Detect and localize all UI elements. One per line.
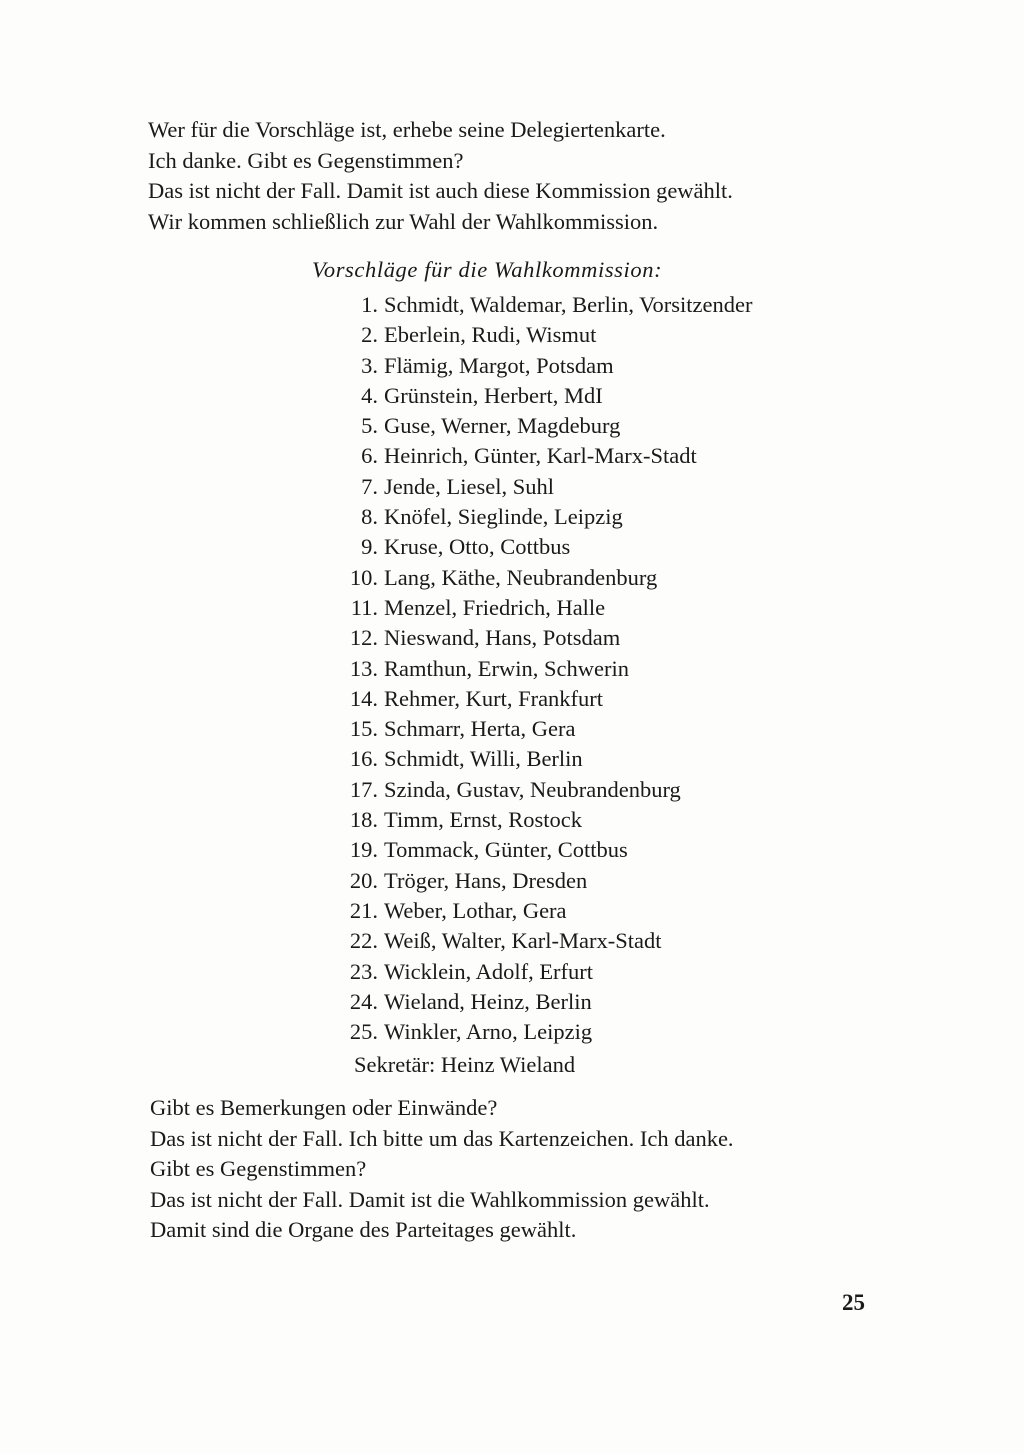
list-item-number: 1. bbox=[361, 292, 378, 317]
text-line: Ich danke. Gibt es Gegenstimmen? bbox=[148, 147, 464, 173]
list-item-number: 4. bbox=[361, 382, 378, 408]
list-item-number: 20. bbox=[349, 867, 378, 893]
text-line: Wer für die Vorschläge ist, erhebe seine Delegiertenkarte. bbox=[148, 117, 666, 142]
list-heading: Vorschläge für die Wahlkommission: bbox=[312, 257, 663, 282]
list-item bbox=[318, 351, 752, 381]
text-line: Gibt es Gegenstimmen? bbox=[150, 1156, 367, 1182]
list-item-text: Eberlein, Rudi, Wismut bbox=[384, 322, 597, 348]
list-item-number: 22. bbox=[349, 928, 378, 954]
list-item-number: 10. bbox=[349, 564, 378, 590]
list-item-text: Heinrich, Günter, Karl-Marx-Stadt bbox=[384, 443, 697, 469]
list-item-number: 14. bbox=[349, 685, 378, 711]
list-item bbox=[318, 957, 752, 987]
list-item-text: Ramthun, Erwin, Schwerin bbox=[384, 655, 629, 681]
list-item-text: Knöfel, Sieglinde, Leipzig bbox=[384, 504, 623, 530]
list-item bbox=[318, 381, 752, 411]
list-item-number: 25. bbox=[349, 1019, 378, 1045]
list-item-text: Jende, Liesel, Suhl bbox=[384, 473, 554, 499]
list-item bbox=[318, 835, 752, 865]
list-item bbox=[318, 896, 752, 926]
list-item-number: 6. bbox=[361, 443, 378, 469]
secretary-line: Sekretär: Heinz Wieland bbox=[354, 1052, 576, 1077]
list-item-number: 7. bbox=[361, 473, 378, 499]
list-item bbox=[318, 866, 752, 896]
list-item bbox=[318, 775, 752, 805]
list-item bbox=[318, 987, 752, 1017]
list-item-text: Wicklein, Adolf, Erfurt bbox=[384, 958, 594, 984]
list-item-number: 24. bbox=[349, 988, 378, 1014]
list-item-text: Rehmer, Kurt, Frankfurt bbox=[384, 685, 604, 711]
list-item-number: 8. bbox=[361, 504, 378, 530]
list-item bbox=[318, 623, 752, 653]
page-number: 25 bbox=[842, 1290, 865, 1315]
list-item-text: Kruse, Otto, Cottbus bbox=[384, 534, 571, 560]
text-line: Das ist nicht der Fall. Damit ist die Wahlkommission gewählt. bbox=[150, 1186, 710, 1212]
list-item bbox=[318, 532, 752, 562]
list-item-text: Szinda, Gustav, Neubrandenburg bbox=[384, 776, 681, 802]
text-line: Wir kommen schließlich zur Wahl der Wahlkommission. bbox=[148, 208, 659, 234]
list-item-text: Nieswand, Hans, Potsdam bbox=[384, 625, 621, 651]
list-item bbox=[318, 805, 752, 835]
list-item-number: 3. bbox=[361, 352, 378, 378]
list-item bbox=[318, 563, 752, 593]
list-item bbox=[318, 290, 752, 320]
list-item-number: 13. bbox=[349, 655, 378, 681]
list-item-text: Schmidt, Waldemar, Berlin, Vorsitzender bbox=[384, 292, 753, 317]
list-item bbox=[318, 744, 752, 774]
list-item bbox=[318, 684, 752, 714]
list-item bbox=[318, 320, 752, 350]
list-item bbox=[318, 714, 752, 744]
list-item bbox=[318, 472, 752, 502]
list-item bbox=[318, 502, 752, 532]
list-item-number: 16. bbox=[349, 746, 378, 772]
list-item-text: Schmidt, Willi, Berlin bbox=[384, 746, 583, 772]
list-item bbox=[318, 441, 752, 471]
text-line: Gibt es Bemerkungen oder Einwände? bbox=[150, 1095, 498, 1120]
closing-paragraph bbox=[150, 1093, 890, 1246]
text-line: Das ist nicht der Fall. Ich bitte um das Kartenzeichen. Ich danke. bbox=[150, 1125, 734, 1151]
list-item-text: Tommack, Günter, Cottbus bbox=[384, 837, 628, 863]
list-item-number: 21. bbox=[349, 897, 378, 923]
member-list bbox=[318, 290, 752, 1047]
list-item-number: 19. bbox=[349, 837, 378, 863]
text-line: Damit sind die Organe des Parteitages gewählt. bbox=[150, 1217, 577, 1243]
list-item bbox=[318, 926, 752, 956]
list-item-number: 9. bbox=[361, 534, 378, 560]
list-item-text: Winkler, Arno, Leipzig bbox=[384, 1019, 593, 1045]
list-item-number: 5. bbox=[361, 413, 378, 439]
list-item-number: 15. bbox=[349, 716, 378, 742]
list-item-text: Guse, Werner, Magdeburg bbox=[384, 413, 621, 439]
list-item-number: 2. bbox=[361, 322, 378, 348]
list-item-text: Weiß, Walter, Karl-Marx-Stadt bbox=[384, 928, 662, 954]
list-item-text: Lang, Käthe, Neubrandenburg bbox=[384, 564, 658, 590]
intro-paragraph bbox=[148, 115, 888, 237]
list-item bbox=[318, 411, 752, 441]
text-line: Das ist nicht der Fall. Damit ist auch diese Kommission gewählt. bbox=[148, 178, 733, 204]
list-item-text: Grünstein, Herbert, MdI bbox=[384, 382, 603, 408]
list-item-number: 23. bbox=[349, 958, 378, 984]
list-item-text: Tröger, Hans, Dresden bbox=[384, 867, 588, 893]
list-item-number: 18. bbox=[349, 807, 378, 833]
list-item-number: 12. bbox=[349, 625, 378, 651]
list-item-text: Flämig, Margot, Potsdam bbox=[384, 352, 614, 378]
list-item-number: 11. bbox=[350, 594, 378, 620]
list-item-number: 17. bbox=[349, 776, 378, 802]
list-item-text: Wieland, Heinz, Berlin bbox=[384, 988, 592, 1014]
list-item-text: Weber, Lothar, Gera bbox=[384, 897, 567, 923]
list-item bbox=[318, 593, 752, 623]
list-item-text: Timm, Ernst, Rostock bbox=[384, 807, 582, 833]
list-item-text: Menzel, Friedrich, Halle bbox=[384, 594, 606, 620]
list-item-text: Schmarr, Herta, Gera bbox=[384, 716, 576, 742]
list-item bbox=[318, 654, 752, 684]
list-item bbox=[318, 1017, 752, 1047]
